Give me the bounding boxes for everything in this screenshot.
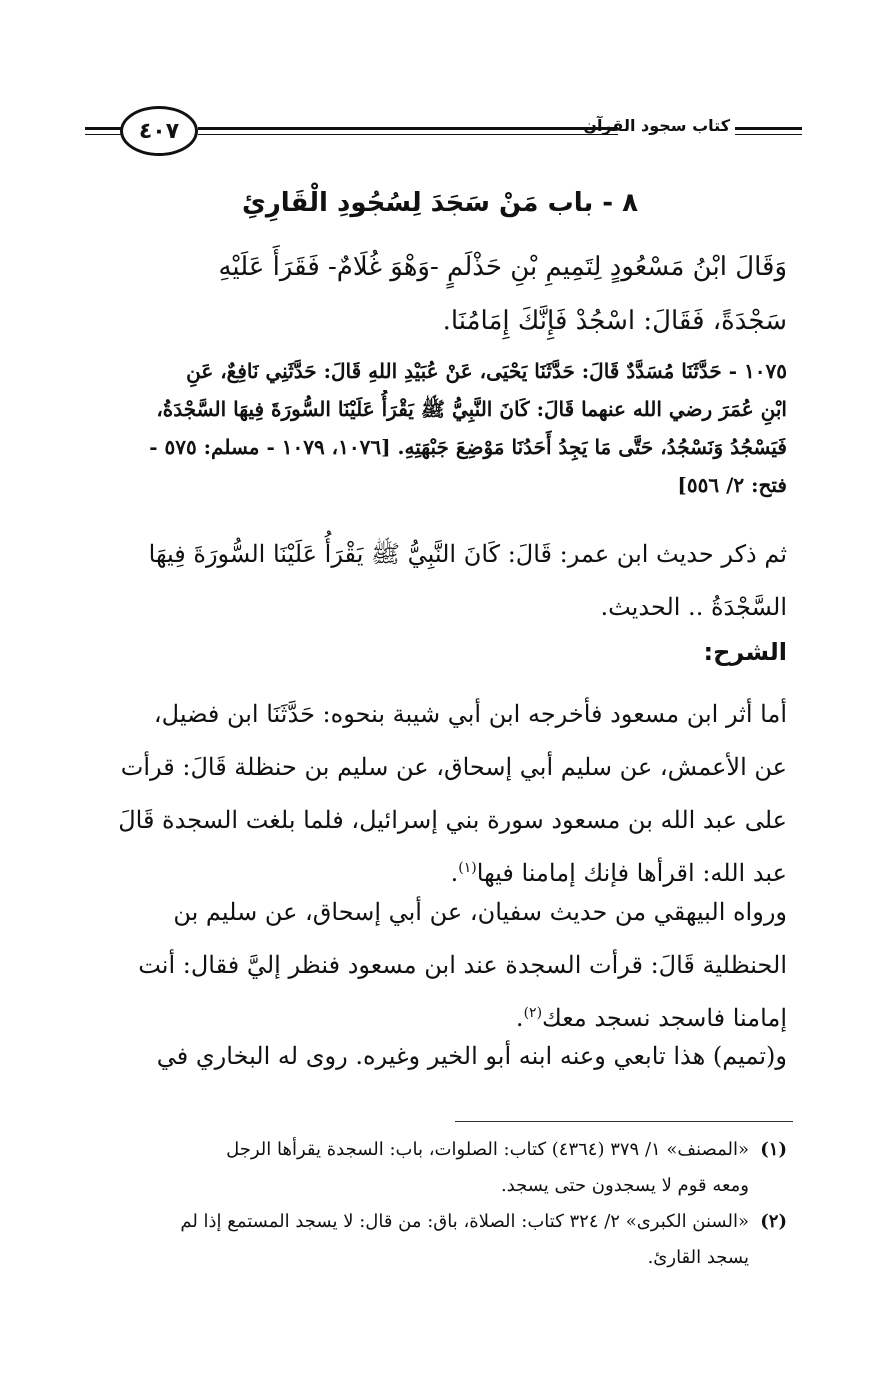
footnote-text [81,1204,749,1276]
header-rule [85,127,123,130]
text-line: على عبد الله بن مسعود سورة بني إسرائيل، فلما بلغت السجدة قَالَ [118,806,787,834]
text-line: ثم ذكر حديث ابن عمر: قَالَ: كَانَ النَّبِيُّ ﷺ يَقْرَأُ عَلَيْنَا السُّورَةَ فِيهَا [148,540,787,568]
header-rule [85,134,123,135]
text-line: الحنظلية قَالَ: قرأت السجدة عند ابن مسعود فنظر إليَّ فقال: أنت [138,951,787,979]
text-line: سَجْدَةً، فَقَالَ: اسْجُدْ فَإِنَّكَ إِمَامُنَا. [442,306,787,336]
text-line: أما أثر ابن مسعود فأخرجه ابن أبي شيبة بنحوه: حَدَّثَنَا ابن فضيل، [153,700,787,728]
hadith-text [81,352,787,504]
text-line: إمامنا فاسجد نسجد معك$^{(٢)}$. [515,1004,787,1032]
text-fragment: إمامنا فاسجد نسجد معك [542,1004,787,1032]
intro-paragraph [81,528,787,634]
text-line: يسجد القارئ. [647,1247,749,1268]
text-line: و(تميم) هذا تابعي وعنه ابنه أبو الخير وغيره. روى له البخاري في [156,1042,787,1070]
commentary-label: الشرح: [703,638,787,666]
commentary-paragraph [81,1030,787,1083]
footnotes [81,1132,787,1276]
commentary-paragraph [81,886,787,1045]
footnote-mark[interactable]: (١) [458,860,477,876]
text-line: «السنن الكبرى» ٢/ ٣٢٤ كتاب: الصلاة، باق: من قال: لا يسجد المستمع إذا لم [180,1211,749,1232]
chapter-statement [81,240,787,348]
page-number: ٤٠٧ [120,106,198,156]
text-line: فَيَسْجُدُ وَنَسْجُدُ، حَتَّى مَا يَجِدُ أَحَدُنَا مَوْضِعَ جَبْهَتِهِ. [١٠٧٦، ١٠٧٩ - مسلم: ٥٧٥ - [149,435,787,459]
text-line: ١٠٧٥ - حَدَّثَنَا مُسَدَّدٌ قَالَ: حَدَّثَنَا يَحْيَى، عَنْ عُبَيْدِ اللهِ قَالَ: حَدَّثَنِي نَافِعٌ، عَنِ [186,359,787,383]
text-line: وَقَالَ ابْنُ مَسْعُودٍ لِتَمِيمِ بْنِ حَذْلَمٍ -وَهْوَ غُلَامٌ- فَقَرَأَ عَلَيْهِ [218,252,787,282]
header-rule [735,127,802,130]
text-line: ورواه البيهقي من حديث سفيان، عن أبي إسحاق، عن سليم بن [173,898,787,926]
text-line: عبد الله: اقرأها فإنك إمامنا فيها$^{(١)}$. [450,859,787,887]
footnote-mark[interactable]: (٢) [523,1005,543,1021]
chapter-heading: ٨ - باب مَنْ سَجَدَ لِسُجُودِ الْقَارِئِ [242,188,638,218]
text-line: ابْنِ عُمَرَ رضي الله عنهما قَالَ: كَانَ النَّبِيُّ ﷺ يَقْرَأُ عَلَيْنَا السُّورَةَ فِيهَا السَّجْدَةُ، [156,397,787,421]
text-line: عن الأعمش، عن سليم أبي إسحاق، عن سليم بن حنظلة قَالَ: قرأت [120,753,787,781]
text-line: السَّجْدَةُ .. الحديث. [600,593,787,621]
text-fragment: عبد الله: اقرأها فإنك إمامنا فيها [476,859,787,887]
book-title: كتاب سجود القرآن [583,116,730,135]
text-line: فتح: ٢/ ٥٥٦] [677,473,787,497]
text-line: «المصنف» ١/ ٣٧٩ (٤٣٦٤) كتاب: الصلوات، باب: السجدة يقرأها الرجل [226,1139,749,1160]
text-line: ومعه قوم لا يسجدون حتى يسجد. [500,1175,749,1196]
footnote [81,1204,787,1276]
commentary-paragraph [81,688,787,900]
header-rule [198,127,618,130]
running-header [80,100,802,160]
footnote-number: (٢) [760,1211,787,1232]
footnote-divider [455,1121,793,1122]
footnote-text [81,1132,749,1204]
header-rule [735,134,802,135]
footnote [81,1132,787,1204]
header-rule [198,134,618,135]
footnote-number: (١) [760,1139,787,1160]
